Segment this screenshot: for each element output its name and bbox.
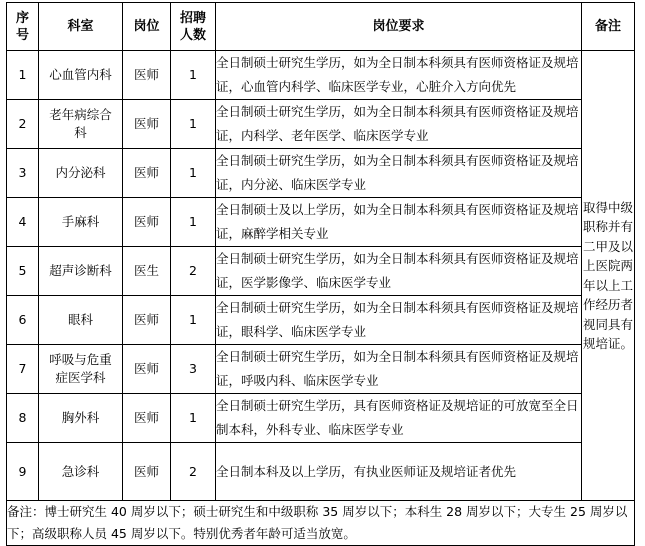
row-department: 超声诊断科 — [39, 247, 123, 296]
table-row — [7, 198, 635, 247]
row-department: 眼科 — [39, 296, 123, 345]
row-count: 3 — [171, 345, 216, 394]
row-department: 心血管内科 — [39, 51, 123, 100]
row-department: 胸外科 — [39, 394, 123, 443]
table-row — [7, 345, 635, 394]
row-position: 医生 — [123, 247, 171, 296]
row-department: 呼吸与危重症医学科 — [39, 345, 123, 394]
header-index: 序号 — [7, 3, 39, 51]
row-count: 1 — [171, 394, 216, 443]
row-department: 手麻科 — [39, 198, 123, 247]
row-count: 1 — [171, 149, 216, 198]
recruitment-table — [6, 2, 635, 546]
header-remarks: 备注 — [582, 3, 635, 51]
header-position: 岗位 — [123, 3, 171, 51]
header-row — [7, 3, 635, 51]
row-count: 2 — [171, 443, 216, 501]
row-count: 1 — [171, 100, 216, 149]
row-requirement: 全日制硕士研究生学历，如为全日制本科须具有医师资格证及规培证，呼吸内科、临床医学专业 — [216, 345, 582, 394]
row-index: 5 — [7, 247, 39, 296]
footnote-row — [7, 501, 635, 546]
row-index: 6 — [7, 296, 39, 345]
table-row — [7, 443, 635, 501]
row-position: 医师 — [123, 345, 171, 394]
row-count: 2 — [171, 247, 216, 296]
row-position: 医师 — [123, 51, 171, 100]
header-count: 招聘人数 — [171, 3, 216, 51]
row-index: 4 — [7, 198, 39, 247]
row-index: 8 — [7, 394, 39, 443]
row-position: 医师 — [123, 198, 171, 247]
row-count: 1 — [171, 198, 216, 247]
row-requirement: 全日制硕士研究生学历，如为全日制本科须具有医师资格证及规培证，内分泌、临床医学专业 — [216, 149, 582, 198]
table-row — [7, 296, 635, 345]
header-requirements: 岗位要求 — [216, 3, 582, 51]
row-department: 内分泌科 — [39, 149, 123, 198]
table-row — [7, 149, 635, 198]
row-index: 1 — [7, 51, 39, 100]
table-row — [7, 394, 635, 443]
table-row — [7, 247, 635, 296]
row-count: 1 — [171, 296, 216, 345]
row-requirement: 全日制硕士研究生学历，如为全日制本科须具有医师资格证及规培证，医学影像学、临床医学专业 — [216, 247, 582, 296]
row-position: 医师 — [123, 443, 171, 501]
row-requirement: 全日制硕士研究生学历，如为全日制本科须具有医师资格证及规培证，眼科学、临床医学专业 — [216, 296, 582, 345]
table-row — [7, 100, 635, 149]
table-row — [7, 51, 635, 100]
footnote: 备注：博士研究生 40 周岁以下；硕士研究生和中级职称 35 周岁以下；本科生 28 周岁以下；大专生 25 周岁以下；高级职称人员 45 周岁以下。特别优秀者年龄可适当放宽。 — [7, 501, 635, 546]
row-index: 7 — [7, 345, 39, 394]
remark-cell: 取得中级职称并有二甲及以上医院两年以上工作经历者视同具有规培证。 — [582, 51, 635, 501]
row-department: 老年病综合科 — [39, 100, 123, 149]
row-index: 9 — [7, 443, 39, 501]
row-index: 2 — [7, 100, 39, 149]
header-department: 科室 — [39, 3, 123, 51]
row-count: 1 — [171, 51, 216, 100]
row-requirement: 全日制本科及以上学历，有执业医师证及规培证者优先 — [216, 443, 582, 501]
row-position: 医师 — [123, 149, 171, 198]
row-requirement: 全日制硕士研究生学历，如为全日制本科须具有医师资格证及规培证，心血管内科学、临床医学专业，心脏介入方向优先 — [216, 51, 582, 100]
row-department: 急诊科 — [39, 443, 123, 501]
row-requirement: 全日制硕士研究生学历，如为全日制本科须具有医师资格证及规培证，内科学、老年医学、临床医学专业 — [216, 100, 582, 149]
row-requirement: 全日制硕士研究生学历，具有医师资格证及规培证的可放宽至全日制本科，外科专业、临床医学专业 — [216, 394, 582, 443]
row-requirement: 全日制硕士及以上学历，如为全日制本科须具有医师资格证及规培证，麻醉学相关专业 — [216, 198, 582, 247]
row-position: 医师 — [123, 394, 171, 443]
row-index: 3 — [7, 149, 39, 198]
row-position: 医师 — [123, 296, 171, 345]
row-position: 医师 — [123, 100, 171, 149]
